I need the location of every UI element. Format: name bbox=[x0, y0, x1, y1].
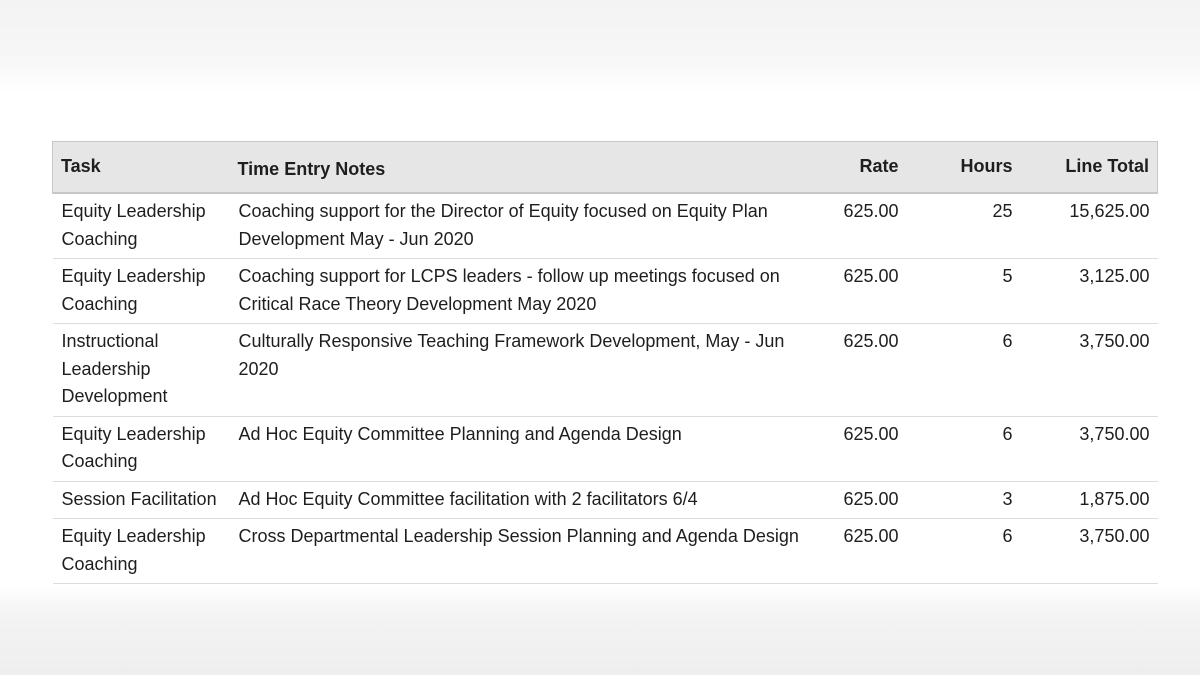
cell-hours: 25 bbox=[907, 193, 1021, 259]
cell-hours: 6 bbox=[907, 324, 1021, 417]
cell-hours: 3 bbox=[907, 481, 1021, 519]
table-row bbox=[53, 481, 1158, 519]
cell-notes: Ad Hoc Equity Committee Planning and Agenda Design bbox=[230, 416, 812, 481]
cell-rate: 625.00 bbox=[812, 259, 907, 324]
time-entries-table bbox=[52, 141, 1158, 584]
cell-rate: 625.00 bbox=[812, 324, 907, 417]
cell-hours: 5 bbox=[907, 259, 1021, 324]
cell-task: Session Facilitation bbox=[53, 481, 230, 519]
cell-notes: Cross Departmental Leadership Session Planning and Agenda Design bbox=[230, 519, 812, 584]
cell-rate: 625.00 bbox=[812, 519, 907, 584]
blurred-background-bottom bbox=[0, 586, 1200, 675]
table-header-row bbox=[53, 142, 1158, 194]
cell-line-total: 3,750.00 bbox=[1021, 324, 1158, 417]
table-row bbox=[53, 324, 1158, 417]
cell-task: Instructional Leadership Development bbox=[53, 324, 230, 417]
cell-line-total: 3,125.00 bbox=[1021, 259, 1158, 324]
cell-hours: 6 bbox=[907, 416, 1021, 481]
cell-line-total: 3,750.00 bbox=[1021, 416, 1158, 481]
cell-rate: 625.00 bbox=[812, 481, 907, 519]
table-row bbox=[53, 193, 1158, 259]
table-row bbox=[53, 416, 1158, 481]
cell-notes: Ad Hoc Equity Committee facilitation with 2 facilitators 6/4 bbox=[230, 481, 812, 519]
cell-rate: 625.00 bbox=[812, 193, 907, 259]
cell-line-total: 1,875.00 bbox=[1021, 481, 1158, 519]
blurred-background-top bbox=[0, 0, 1200, 92]
header-rate: Rate bbox=[812, 142, 907, 194]
cell-line-total: 3,750.00 bbox=[1021, 519, 1158, 584]
cell-line-total: 15,625.00 bbox=[1021, 193, 1158, 259]
cell-task: Equity Leadership Coaching bbox=[53, 416, 230, 481]
cell-task: Equity Leadership Coaching bbox=[53, 259, 230, 324]
cell-notes: Culturally Responsive Teaching Framework Development, May - Jun 2020 bbox=[230, 324, 812, 417]
cell-notes: Coaching support for LCPS leaders - follow up meetings focused on Critical Race Theory Development May 2020 bbox=[230, 259, 812, 324]
header-line-total: Line Total bbox=[1021, 142, 1158, 194]
invoice-document bbox=[52, 141, 1157, 584]
cell-rate: 625.00 bbox=[812, 416, 907, 481]
table-row bbox=[53, 519, 1158, 584]
cell-task: Equity Leadership Coaching bbox=[53, 193, 230, 259]
table-row bbox=[53, 259, 1158, 324]
header-hours: Hours bbox=[907, 142, 1021, 194]
cell-notes: Coaching support for the Director of Equity focused on Equity Plan Development May - Jun 2020 bbox=[230, 193, 812, 259]
header-task: Task bbox=[53, 142, 230, 194]
cell-hours: 6 bbox=[907, 519, 1021, 584]
cell-task: Equity Leadership Coaching bbox=[53, 519, 230, 584]
header-time-entry-notes: Time Entry Notes bbox=[230, 142, 812, 194]
